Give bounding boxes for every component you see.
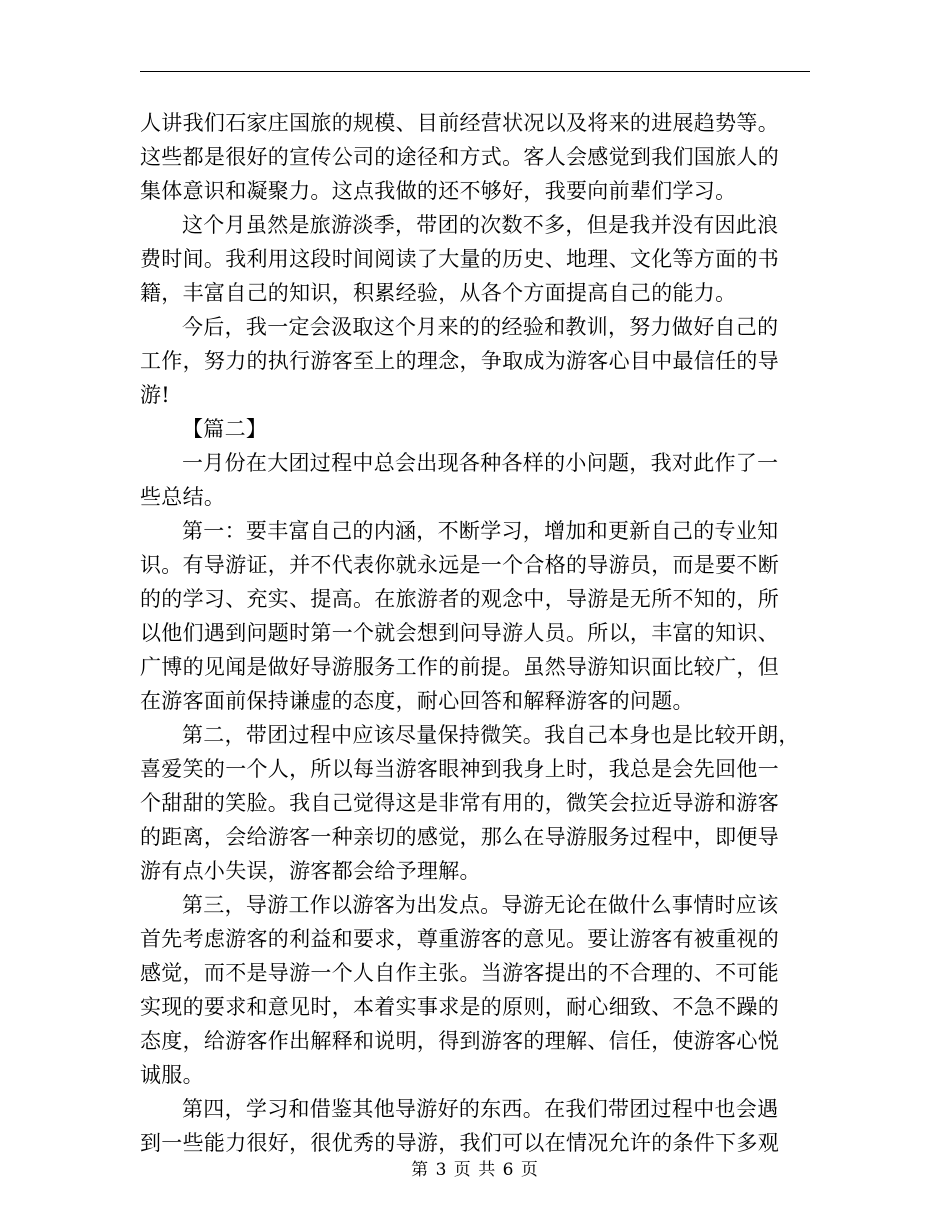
page-number: 第 3 页 共 6 页 <box>411 1160 539 1180</box>
paragraph-first-line: 一月份在大团过程中总会出现各种各样的小问题，我对此作了一 <box>182 451 779 475</box>
text-line: 游! <box>140 383 171 407</box>
paragraph-first-line: 这个月虽然是旅游淡季，带团的次数不多，但是我并没有因此浪 <box>182 213 779 237</box>
text-line: 费时间。我利用这段时间阅读了大量的历史、地理、文化等方面的书 <box>140 247 779 271</box>
paragraph-first-line: 第二，带团过程中应该尽量保持微笑。我自己本身也是比较开朗， <box>182 723 800 747</box>
text-line: 人讲我们石家庄国旅的规模、目前经营状况以及将来的进展趋势等。 <box>140 111 779 135</box>
paragraph-first-line: 今后，我一定会汲取这个月来的的经验和教训，努力做好自己的 <box>182 315 779 339</box>
text-line: 以他们遇到问题时第一个就会想到问导游人员。所以，丰富的知识、 <box>140 621 779 645</box>
text-line: 个甜甜的笑脸。我自己觉得这是非常有用的，微笑会拉近导游和游客 <box>140 791 779 815</box>
text-line: 游有点小失误，游客都会给予理解。 <box>140 859 481 883</box>
text-line: 喜爱笑的一个人，所以每当游客眼神到我身上时，我总是会先回他一 <box>140 757 779 781</box>
text-line: 的距离，会给游客一种亲切的感觉，那么在导游服务过程中，即便导 <box>140 825 779 849</box>
text-line: 广博的见闻是做好导游服务工作的前提。虽然导游知识面比较广，但 <box>140 655 779 679</box>
document-body <box>140 106 820 1160</box>
text-line: 实现的要求和意见时，本着实事求是的原则，耐心细致、不急不躁的 <box>140 995 779 1019</box>
text-line: 集体意识和凝聚力。这点我做的还不够好，我要向前辈们学习。 <box>140 179 737 203</box>
text-line: 到一些能力很好，很优秀的导游，我们可以在情况允许的条件下多观 <box>140 1131 779 1155</box>
text-line: 在游客面前保持谦虚的态度，耐心回答和解释游客的问题。 <box>140 689 694 713</box>
paragraph-first-line: 第三，导游工作以游客为出发点。导游无论在做什么事情时应该 <box>182 893 779 917</box>
text-line: 态度，给游客作出解释和说明，得到游客的理解、信任，使游客心悦 <box>140 1029 779 1053</box>
text-line: 诚服。 <box>140 1063 204 1087</box>
text-line: 工作，努力的执行游客至上的理念，争取成为游客心目中最信任的导 <box>140 349 779 373</box>
text-line: 的的学习、充实、提高。在旅游者的观念中，导游是无所不知的，所 <box>140 587 779 611</box>
text-line: 籍，丰富自己的知识，积累经验，从各个方面提高自己的能力。 <box>140 281 737 305</box>
paragraph-first-line: 【篇二】 <box>182 417 268 441</box>
paragraph-first-line: 第四，学习和借鉴其他导游好的东西。在我们带团过程中也会遇 <box>182 1097 779 1121</box>
text-line: 首先考虑游客的利益和要求，尊重游客的意见。要让游客有被重视的 <box>140 927 779 951</box>
paragraph-first-line: 第一：要丰富自己的内涵，不断学习，增加和更新自己的专业知 <box>182 519 779 543</box>
text-line: 这些都是很好的宣传公司的途径和方式。客人会感觉到我们国旅人的 <box>140 145 779 169</box>
header-rule <box>140 71 810 72</box>
text-line: 些总结。 <box>140 485 226 509</box>
text-line: 感觉，而不是导游一个人自作主张。当游客提出的不合理的、不可能 <box>140 961 779 985</box>
text-line: 识。有导游证，并不代表你就永远是一个合格的导游员，而是要不断 <box>140 553 779 577</box>
